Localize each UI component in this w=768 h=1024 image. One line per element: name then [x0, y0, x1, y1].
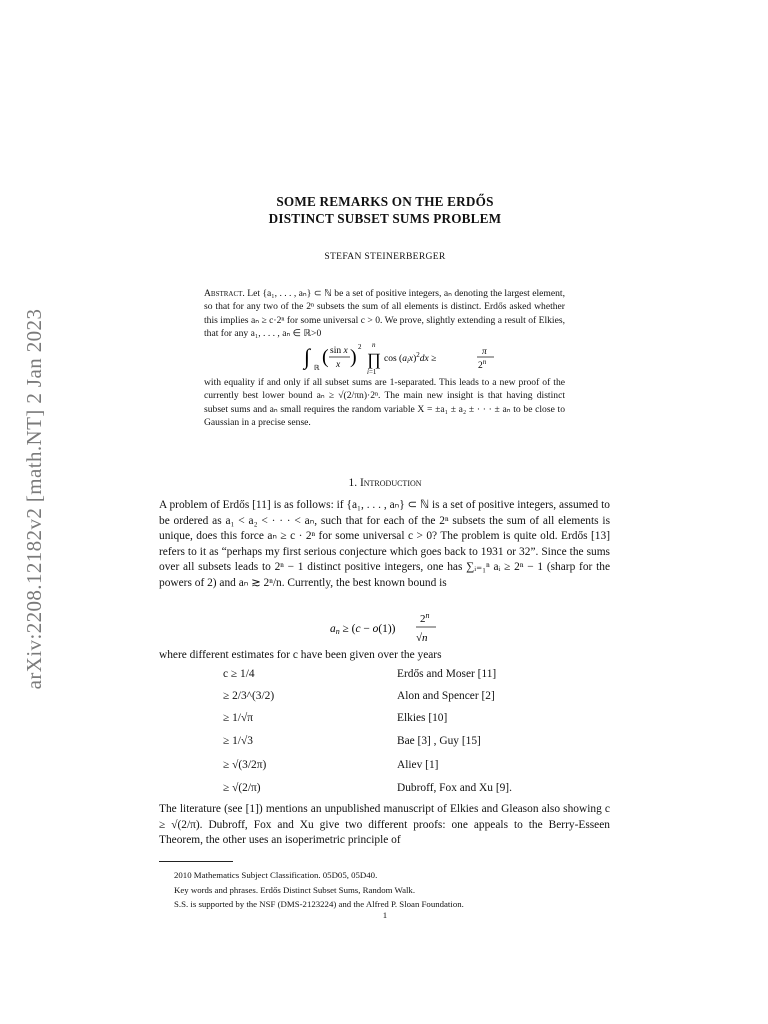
svg-text:π: π	[482, 347, 487, 357]
main-bound-formula	[160, 610, 610, 644]
footnote-funding: S.S. is supported by the NSF (DMS-2123224) and the Alfred P. Sloan Foundation.	[174, 899, 464, 909]
intro-paragraph-1: A problem of Erdős [11] is as follows: if {a₁, . . . , aₙ} ⊂ ℕ is a set of positive integers, assumed to be ordered as a₁ < a₂ < · · · < aₙ, such that for each of the 2ⁿ subsets the sum of all elements is unique, does this force aₙ ≥ c · 2ⁿ for some universal c > 0? The problem is quite old. Erdős [13] refers to it as “perhaps my first serious conjecture which goes back to 1931 or 32”. Since the sums over all subsets leads to 2ⁿ − 1 distinct positive integers, one has ∑ᵢ₌₁ⁿ aᵢ ≥ 2ⁿ − 1 (sharp for the powers of 2) and aₙ ≳ 2ⁿ/n. Currently, the best known bound is	[159, 499, 610, 589]
svg-text:2n: 2$^n$	[478, 358, 487, 371]
title-line-2: DISTINCT SUBSET SUMS PROBLEM	[268, 211, 502, 226]
estimate-bound: c ≥ 1/4	[223, 668, 255, 680]
title-line-1: SOME REMARKS ON THE ERDŐS	[276, 194, 494, 209]
estimate-row	[160, 668, 610, 688]
abstract-label: Abstract.	[204, 288, 245, 299]
estimate-row	[160, 690, 610, 710]
estimate-row	[160, 782, 610, 802]
estimate-bound: ≥ 2/3^(3/2)	[223, 690, 275, 702]
arxiv-identifier-stamp	[22, 268, 46, 730]
svg-text:i=1: i=1	[367, 368, 377, 376]
abstract-text-top: Let {a₁, . . . , aₙ} ⊂ ℕ be a set of positive integers, aₙ denoting the largest element, so that for any two of the 2ⁿ subsets the sum of all elements is distinct. Erdős asked whether this implies aₙ ≥ c·2ⁿ for some universal c > 0. We prove, slightly extending a result of Elkies, that for any a₁, . . . , aₙ ∈ ℝ>0	[204, 288, 565, 340]
svg-text:√n: √n	[416, 632, 428, 644]
abstract-conclusion: with equality if and only if all subset sums are 1-separated. This leads to a new proof of the currently best lower bound aₙ ≥ √(2/πn)·2ⁿ. The main new insight is that having distinct subset sums and aₙ small requires the random variable X = ±a₁ ± a₂ ± · · · ± aₙ to be close to Gaussian in a precise sense.	[204, 377, 565, 429]
svg-text:(: (	[322, 346, 329, 368]
svg-text:∫: ∫	[304, 344, 311, 369]
abstract-intro	[204, 287, 565, 341]
footnotes	[174, 868, 610, 912]
footnote-msc: 2010 Mathematics Subject Classification. 05D05, 05D40.	[174, 870, 378, 880]
estimate-bound: ≥ √(2/π)	[223, 782, 261, 794]
estimate-authors: Alon and Spencer [2]	[397, 690, 495, 702]
estimate-authors: Erdős and Moser [11]	[397, 668, 497, 680]
section-heading	[160, 477, 610, 489]
estimate-bound: ≥ 1/√3	[223, 735, 253, 747]
main-bound-graphic	[160, 610, 610, 646]
estimate-authors: Bae [3] , Guy [15]	[397, 735, 481, 747]
author-name: STEFAN STEINERBERGER	[324, 251, 446, 262]
estimate-authors: Elkies [10]	[397, 712, 448, 724]
estimate-authors: Dubroff, Fox and Xu [9].	[397, 782, 512, 794]
estimate-row	[160, 712, 610, 732]
estimate-bound: ≥ √(3/2π)	[223, 759, 267, 771]
svg-text:2n: 2$^n$	[420, 611, 430, 625]
estimate-row	[160, 735, 610, 755]
intro-paragraph-3: The literature (see [1]) mentions an unpublished manuscript of Elkies and Gleason also showing c ≥ √(2/π). Dubroff, Fox and Xu give two different proofs: one appeals to the Berry-Esseen Theorem, the other uses an isoperimetric principle of	[159, 803, 610, 847]
arxiv-stamp-text: arXiv:2208.12182v2 [math.NT] 2 Jan 2023	[22, 308, 46, 690]
estimate-row	[160, 759, 610, 779]
section-title: Introduction	[359, 477, 422, 489]
svg-text:cos (aix)2dx ≥: $\cos (a_ix)^2dx$ ≥	[384, 351, 437, 365]
abstract-formula	[204, 340, 565, 374]
estimate-bound: ≥ 1/√π	[223, 712, 253, 724]
svg-text:n: n	[372, 341, 376, 349]
svg-text:ℝ: ℝ	[314, 364, 320, 372]
footnote-rule	[159, 861, 233, 862]
section-number: 1.	[348, 477, 358, 489]
page-number: 1	[382, 910, 388, 920]
estimate-authors: Aliev [1]	[397, 759, 439, 771]
paper-title	[160, 193, 610, 227]
intro-paragraph-2: where different estimates for c have been given over the years	[159, 649, 442, 661]
svg-text:an ≥ (c − o(1)): an ≥ (c − o(1))	[330, 623, 396, 636]
svg-text:∏: ∏	[367, 350, 381, 369]
svg-text:2: 2	[358, 343, 362, 351]
svg-text:x: x	[336, 360, 341, 370]
footnote-keywords: Key words and phrases. Erdős Distinct Subset Sums, Random Walk.	[174, 884, 416, 895]
svg-text:): )	[350, 346, 357, 368]
abstract-formula-graphic	[204, 340, 565, 376]
svg-text:sin x: sin x	[330, 346, 348, 356]
